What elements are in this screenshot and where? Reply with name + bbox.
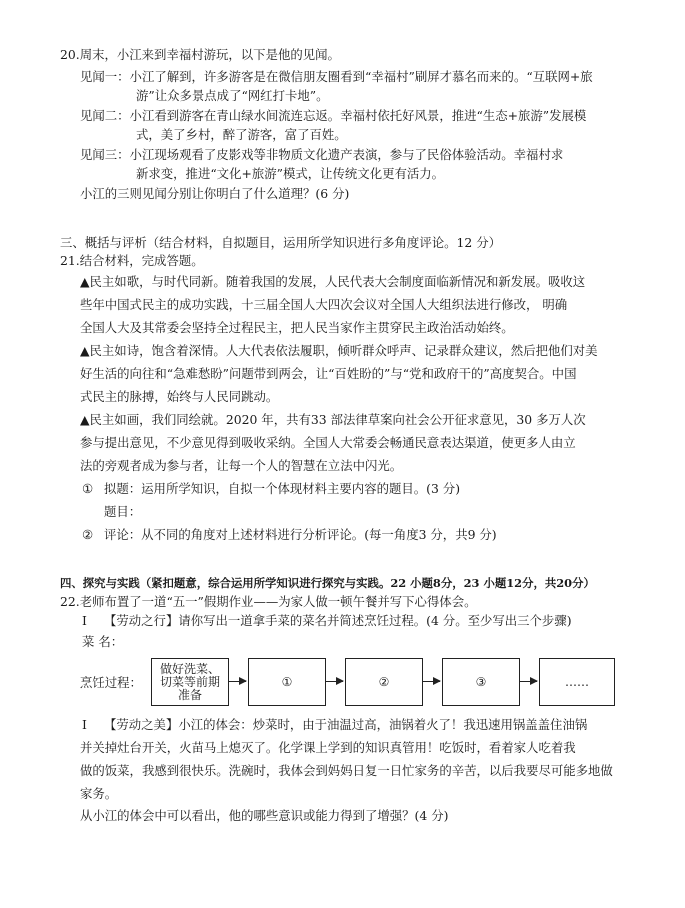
flow-arrow [326, 681, 343, 682]
q20-question: 小江的三则见闻分别让你明白了什么道理？(6 分) [80, 186, 350, 201]
q20-observation-3-cont: 新求变，推进“文化+旅游”模式，让传统文化更有活力。 [136, 166, 445, 181]
q21-paragraph-1-line-3: 全国人大及其常委会坚持全过程民主，把人民当家作主贯穿民主政治活动始终。 [80, 320, 514, 335]
q21-paragraph-3-line-2: 参与提出意见，不少意见得到吸收采纳。全国人大常委会畅通民意表达渠道，使更多人由立 [80, 435, 576, 450]
flow-step-preparation [151, 658, 229, 706]
flow-step-more [539, 658, 615, 706]
q20-stem: 20.周末，小江来到幸福村游玩，以下是他的见闻。 [60, 47, 340, 62]
q21-paragraph-2-line-3: 式民主的脉搏，始终与人民同跳动。 [80, 389, 279, 404]
q22-question: 从小江的体会中可以看出，他的哪些意识或能力得到了增强？(4 分) [80, 808, 449, 823]
flow-step-more-text: …… [565, 675, 589, 689]
q22-part-1: 【劳动之行】请你写出一道拿手菜的菜名并简述烹饪过程。(4 分。至少写出三个步骤) [104, 613, 572, 628]
q20-observation-1: 见闻一：小江了解到，许多游客是在微信朋友圈看到“幸福村”刷屏才慕名而来的。“互联网+旅 [80, 69, 593, 84]
flow-arrow [520, 681, 537, 682]
section-4-title: 四、探究与实践（紧扣题意，综合运用所学知识进行探究与实践。22 小题8分，23 小题12分，共20分） [60, 576, 595, 590]
q21-title-label: 题目： [104, 504, 142, 519]
q21-task-1-number: ① [82, 481, 94, 496]
dish-name-label: 菜 名： [82, 634, 124, 649]
q22-part-1-number: Ⅰ [82, 613, 87, 628]
flow-step-2-text: ② [378, 675, 390, 689]
q22-part-2: 【劳动之美】小江的体会：炒菜时，由于油温过高，油锅着火了！我迅速用锅盖盖住油锅 [104, 717, 588, 732]
q21-paragraph-2-line-2: 好生活的向往和“急难愁盼”问题带到两会，让“百姓盼的”与“党和政府干的”高度契合。中国 [80, 366, 577, 381]
section-3-title: 三、概括与评析（结合材料，自拟题目，运用所学知识进行多角度评论。12 分） [60, 235, 501, 250]
flow-step-1 [248, 658, 326, 706]
q20-observation-2-cont: 式，美了乡村，醉了游客，富了百姓。 [136, 127, 347, 142]
q21-task-1: 拟题：运用所学知识，自拟一个体现材料主要内容的题目。(3 分) [104, 481, 461, 496]
q21-paragraph-1: ▲民主如歌，与时代同新。随着我国的发展，人民代表大会制度面临新情况和新发展。吸收这 [80, 274, 586, 289]
flow-step-2 [345, 658, 423, 706]
q20-observation-1-cont: 游”让众多景点成了“网红打卡地”。 [136, 88, 329, 103]
q21-paragraph-3: ▲民主如画，我们同绘就。2020 年，共有33 部法律草案向社会公开征求意见，30 多万人次 [80, 412, 586, 427]
flow-arrow [229, 681, 246, 682]
flow-step-1-text: ① [281, 675, 293, 689]
flow-step-3-text: ③ [475, 675, 487, 689]
q20-observation-3: 见闻三：小江现场观看了皮影戏等非物质文化遗产表演，参与了民俗体验活动。幸福村求 [80, 147, 564, 162]
q21-stem: 21.结合材料，完成答题。 [60, 253, 204, 268]
q20-observation-2: 见闻二：小江看到游客在青山绿水间流连忘返。幸福村依托好风景，推进“生态+旅游”发展模 [80, 108, 587, 123]
q21-task-2: 评论：从不同的角度对上述材料进行分析评论。(每一角度3 分，共9 分) [104, 527, 497, 542]
flow-step-preparation-text: 做好洗菜、 切菜等前期 准备 [159, 661, 220, 702]
q21-paragraph-2: ▲民主如诗，饱含着深情。人大代表依法履职，倾听群众呼声、记录群众建议，然后把他们对美 [80, 343, 598, 358]
q22-part-2-number: Ⅰ [82, 717, 87, 732]
q22-part-2-line-3: 做的饭菜，我感到很快乐。洗碗时，我体会到妈妈日复一日忙家务的辛苦，以后我要尽可能多地做 [80, 763, 613, 778]
q21-paragraph-1-line-2: 些年中国式民主的成功实践，十三届全国人大四次会议对全国人大组织法进行修改， 明确 [80, 297, 568, 312]
flow-arrow [423, 681, 440, 682]
q22-part-2-line-2: 并关掉灶台开关，火苗马上熄灭了。化学课上学到的知识真管用！吃饭时，看着家人吃着我 [80, 740, 576, 755]
cooking-process-label: 烹饪过程： [80, 675, 142, 690]
q21-paragraph-3-line-3: 法的旁观者成为参与者，让每一个人的智慧在立法中闪光。 [80, 458, 403, 473]
q21-task-2-number: ② [82, 527, 94, 542]
flow-step-3 [442, 658, 520, 706]
q22-stem: 22.老师布置了一道“五一”假期作业——为家人做一顿午餐并写下心得体会。 [60, 594, 477, 609]
q22-part-2-line-4: 家务。 [80, 786, 118, 801]
